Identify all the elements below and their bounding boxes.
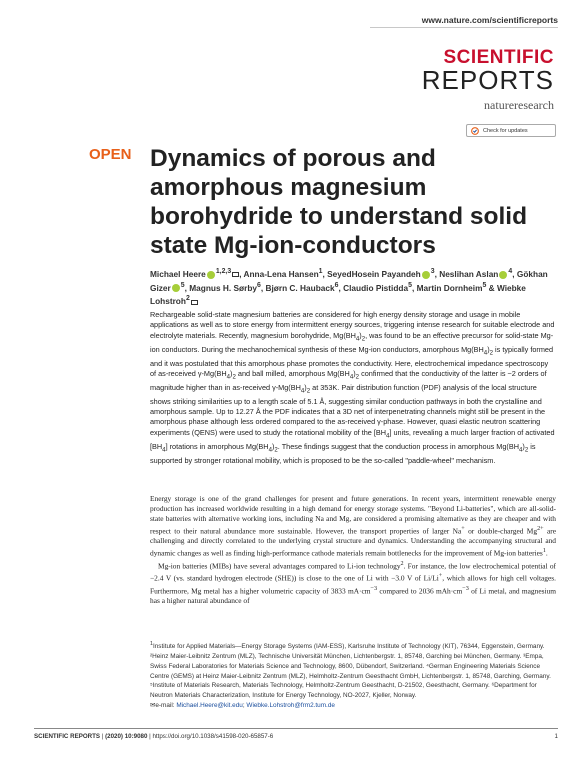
reference-link[interactable]: 2	[400, 560, 404, 567]
author[interactable]	[327, 269, 434, 279]
footer-citation: (2020) 10:9080	[105, 733, 148, 740]
author[interactable]	[417, 283, 487, 293]
author-name[interactable]: Bjørn C. Hauback	[265, 282, 335, 293]
author[interactable]	[244, 269, 323, 279]
footer-journal: SCIENTIFIC REPORTS	[34, 733, 101, 740]
email-icon[interactable]	[191, 300, 198, 305]
author-affiliation: 5	[180, 281, 185, 289]
article-title: Dynamics of porous and amorphous magnesium borohydride to understand solid state Mg-ion-conductors	[150, 145, 528, 259]
author-name[interactable]: SeyedHosein Payandeh	[327, 268, 421, 279]
email-icon: ✉	[150, 701, 156, 709]
page-number: 1	[554, 733, 558, 740]
author-affiliation: 5	[408, 281, 412, 289]
author-affiliation: 4	[508, 268, 513, 275]
orcid-icon[interactable]	[422, 271, 430, 279]
author-affiliation: 1	[318, 268, 323, 275]
body-paragraph: Energy storage is one of the grand challenges for present and future generations. In recent years, intermittent renewable energy production has increased worldwide resulting in a high demand for energy storage systems. "Beyond Li-batteries", which are all-solid-state batteries with alternative working ions, including Na and Mg, are considered a promising alternative as they are cheaper and with respect to their natural abundance more sustainable. However, the transport properties of larger Na+ or double-charged $Mg^{2+}$ are challenging and directly correlated to the underlying crystal structure and dynamics. Understanding the accompanying structural and dynamic changes as well as finding high-performance cathode materials remain bottlenecks for the improvement of Mg-ion batteries$^1$.	[150, 494, 557, 558]
body-paragraph: Mg-ion batteries (MIBs) have several advantages compared to Li-ion technology$^2$. For instance, the low electrochemical potential of −2.4 V (vs. standard hydrogen electrode (SHE)) is close to the one of Li with −3.0 V of Li/Li+, which allows for high cell voltages. Furthermore, Mg metal has a higher volumetric capacity of 3833 $mA\cdot cm^{-3}$ compared to 2036 $mAh\cdot cm^{-3}$ of Li metal, and magnesium has a higher natural abundance of	[150, 560, 556, 606]
author-affiliation: 5	[482, 281, 487, 289]
author-name[interactable]: Wiebke Lohstroh	[150, 282, 526, 307]
publisher-logo: natureresearch	[484, 98, 554, 112]
author-affiliation: 2	[185, 295, 190, 303]
journal-site-url[interactable]: www.nature.com/scientificreports	[421, 15, 558, 25]
orcid-icon[interactable]	[499, 271, 507, 279]
abstract: Rechargeable solid-state magnesium batteries are considered for high energy density storage and usage in mobile applications as well as to store energy from intermittent energy sources, triggering intense research for suitable electrode and electrolyte materials. Recently, magnesium borohydride, $Mg(BH_4)_2$, was found to be an effective precursor for solid-state Mg-ion conductors. During the mechanochemical synthesis of these Mg-ion conductors, amorphous $Mg(BH_4)_2$ is typically formed and it was postulated that this amorphous phase promotes the conductivity. Here, electrochemical impedance spectroscopy of as-received $\gamma-Mg(BH_4)_2$ and ball milled, amorphous $Mg(BH_4)_2$ confirmed that the conductivity of the latter is ~2 orders of magnitude higher than in as-received $\gamma-Mg(BH_4)_2$ at 353K. Pair distribution function (PDF) analysis of the local structure shows striking similarities up to a length scale of 5.1 Å, suggesting similar conduction pathways in both the crystalline and amorphous sample. Up to 12.27 Å the PDF indicates that a 3D net of interpenetrating channels might still be present in the amorphous phase although less ordered compared to the as-received γ-phase. However, quasi elastic neutron scattering experiments (QENS) were used to study the rotational mobility of the $[BH_4]$ units, revealing a much larger fraction of activated $[BH_4]$ rotations in amorphous $Mg(BH_4)_2$. These findings suggest that the conduction process in amorphous $Mg(BH_4)_2$ is supported by stronger rotational mobility, which is proposed to be the so-called "paddle-wheel" mechanism.	[150, 310, 555, 465]
email-icon[interactable]	[232, 272, 239, 277]
author-name[interactable]: Neslihan Aslan	[439, 268, 499, 279]
affiliations-footnote: $^1$Institute for Applied Materials—Energy Storage Systems (IAM-ESS), Karlsruhe Institute of Technology (KIT), 76344, Eggenstein, Germany. ²Heinz Maier-Leibnitz Zentrum (MLZ), Technische Universität München, Lichtenbergstr. 1, 85748, Garching bei München, Germany. ³Empa, Swiss Federal Laboratories for Materials Science and Technology, 8600, Dübendorf, Switzerland. ⁴German Engineering Materials Science Centre (GEMS) at Heinz Maier-Leibnitz Zentrum (MLZ), Helmholtz-Zentrum Geesthacht GmbH, Lichtenbergstr. 1, 85748, Garching, Germany. ⁵Institute of Materials Research, Materials Technology, Helmholtz-Zentrum Geesthacht, D-21502, Geesthacht, Germany. ⁶Department for Neutron Materials Characterization, Institute for Energy Technology, NO-2027, Kjeller, Norway. ✉e-mail: Michael.Heere@kit.edu; Wiebke.Lohstroh@frm2.tum.de	[150, 641, 551, 709]
check-for-updates-button[interactable]	[466, 124, 556, 137]
author-affiliation: 6	[334, 281, 339, 289]
author-name[interactable]: Magnus H. Sørby	[189, 282, 257, 293]
orcid-icon[interactable]	[172, 284, 180, 292]
author[interactable]	[343, 283, 412, 293]
journal-logo-line1: SCIENTIFIC	[443, 47, 554, 68]
footer-separator: |	[149, 733, 151, 740]
affiliations-text: Institute for Applied Materials—Energy Storage Systems (IAM-ESS), Karlsruhe Institute of Technology (KIT), 76344, Eggenstein, Germany. ²Heinz Maier-Leibnitz Zentrum (MLZ), Technische Universität München, Lichtenbergstr. 1, 85748, Garching bei München, Germany. ³Empa, Swiss Federal Laboratories for Materials Science and Technology, 8600, Dübendorf, Switzerland. ⁴German Engineering Materials Science Centre (GEMS) at Heinz Maier-Leibnitz Zentrum (MLZ), Helmholtz-Zentrum Geesthacht GmbH, Lichtenbergstr. 1, 85748, Garching, Germany. ⁵Institute of Materials Research, Materials Technology, Helmholtz-Zentrum Geesthacht, D-21502, Geesthacht, Germany. ⁶Department for Neutron Materials Characterization, Institute for Energy Technology, NO-2027, Kjeller, Norway.	[150, 643, 551, 700]
author-name[interactable]: Martin Dornheim	[416, 282, 483, 293]
author[interactable]	[265, 283, 338, 293]
author-affiliation: 3	[430, 268, 435, 275]
author-affiliation: 1,2,3	[215, 268, 232, 275]
footer-divider	[34, 728, 558, 729]
header-divider	[370, 27, 558, 28]
author-name[interactable]: Anna-Lena Hansen	[243, 268, 319, 279]
author-name[interactable]: Claudio Pistidda	[343, 282, 409, 293]
author[interactable]	[439, 269, 512, 279]
footer-separator: |	[101, 733, 104, 740]
open-access-label: OPEN	[89, 146, 132, 163]
author[interactable]	[150, 269, 239, 279]
reference-link[interactable]: 1	[542, 548, 546, 555]
email-link-lohstroh[interactable]: Wiebke.Lohstroh@frm2.tum.de	[246, 701, 335, 709]
author-list: Michael Heere $^{1,2,3}$ , Anna-Lena Hansen$^1$, SeyedHosein Payandeh $^3$, Neslihan Aslan $^4$, Gökhan Gizer $^5$, Magnus H. Sørby$^6$, Bjørn C. Hauback$^6$, Claudio Pistidda$^5$, Martin Dornheim$^5$ & Wiebke Lohstroh$^2$	[150, 268, 548, 307]
orcid-icon[interactable]	[207, 271, 215, 279]
journal-logo-line2: REPORTS	[421, 65, 554, 95]
author-name[interactable]: Michael Heere	[150, 268, 206, 279]
author-affiliation: 6	[257, 281, 261, 289]
email-link-heere[interactable]: Michael.Heere@kit.edu	[176, 701, 243, 709]
update-check-icon	[471, 127, 479, 135]
author-name[interactable]: Gökhan Gizer	[150, 268, 548, 293]
page-footer	[34, 733, 558, 740]
footer-doi[interactable]: https://doi.org/10.1038/s41598-020-65857-6	[152, 733, 274, 740]
check-for-updates-label: Check for updates	[483, 127, 528, 134]
body-text	[150, 494, 556, 606]
author[interactable]	[189, 283, 261, 293]
